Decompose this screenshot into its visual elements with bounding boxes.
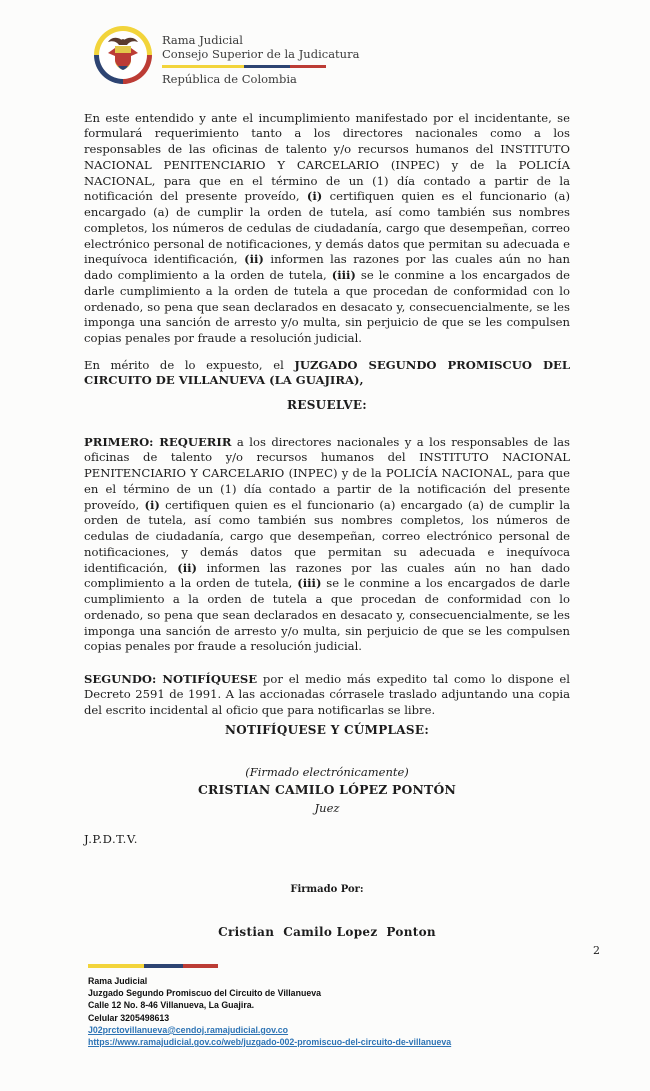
flag-blue-segment xyxy=(244,65,290,68)
footer-phone: Celular 3205498613 xyxy=(88,1012,170,1023)
coat-of-arms-inner xyxy=(99,31,147,79)
footer-court: Juzgado Segundo Promiscuo del Circuito de Villanueva xyxy=(88,988,321,999)
letterhead-flag-divider xyxy=(162,65,326,68)
heading-resuelve: RESUELVE: xyxy=(287,398,367,412)
flag-blue-segment xyxy=(144,964,183,968)
paragraph-considerations: En este entendido y ante el incumplimiento manifestado por el incidentante, se formulará requerimiento tanto a los directores nacionales como a los responsables de las oficinas de talento y/o recursos humanos del INSTITUTO NACIONAL PENITENCIARIO Y CARCELARIO (INPEC) y de la POLICÍA NACIONAL, para que en el término de un (1) día contado a partir de la notificación del presente proveído, (i) certifiquen quien es el funcionario (a) encargado (a) de cumplir la orden de tutela, así como también sus nombres completos, los números de cedulas de ciudadanía, cargo que desempeñan, correo electrónico personal de notificaciones, y demás datos que permitan su adecuada e inequívoca identificación, (ii) informen las razones por las cuales aún no han dado complimiento a la orden de tutela, (iii) se le conmine a los encargados de darle cumplimiento a la orden de tutela a que procedan de conformidad con lo ordenado, so pena que sean declarados en desacato y, consecuencialmente, se les imponga una sanción de arresto y/o multa, sin perjuicio de que se les compulsen copias penales por fraude a resolución judicial. xyxy=(84,110,570,346)
paragraph-primero: PRIMERO: REQUERIR a los directores nacionales y a los responsables de las oficinas de talento y/o recursos humanos del INSTITUTO NACIONAL PENITENCIARIO Y CARCELARIO (INPEC) y de la POLICÍA NACIONAL, para que en el término de un (1) día contado a partir de la notificación del presente proveído, (i) certifiquen quien es el funcionario (a) encargado (a) de cumplir la orden de tutela, así como también sus nombres completos, los números de cedulas de ciudadanía, cargo que desempeñan, correo electrónico personal de notificaciones, y demás datos que permitan su adecuada e inequívoca identificación, (ii) informen las razones por las cuales aún no han dado complimiento a la orden de tutela, (iii) se le conmine a los encargados de darle cumplimiento a la orden de tutela a que procedan de conformidad con lo ordenado, so pena que sean declarados en desacato y, consecuencialmente, se les imponga una sanción de arresto y/o multa, sin perjuicio de que se les compulsen copias penales por fraude a resolución judicial. xyxy=(84,434,570,654)
judge-name: CRISTIAN CAMILO LÓPEZ PONTÓN xyxy=(198,782,456,797)
esigned-note: (Firmado electrónicamente) xyxy=(245,765,409,779)
footer-website-link[interactable]: https://www.ramajudicial.gov.co/web/juzgado-002-promiscuo-del-circuito-de-villanueva xyxy=(88,1037,452,1048)
flag-yellow-segment xyxy=(162,65,244,68)
heading-cumplase: NOTIFÍQUESE Y CÚMPLASE: xyxy=(224,723,430,737)
page-number: 2 xyxy=(593,944,600,957)
coat-of-arms-icon xyxy=(94,26,152,84)
letterhead-org: Rama Judicial xyxy=(162,33,243,47)
footer-org: Rama Judicial xyxy=(88,976,148,986)
signed-by-name: Cristian Camilo Lopez Ponton xyxy=(218,925,436,939)
letterhead-country: República de Colombia xyxy=(162,71,297,86)
signature-block xyxy=(84,763,570,817)
paragraph-segundo: SEGUNDO: NOTIFÍQUESE por el medio más expedito tal como lo dispone el Decreto 2591 de 1991. A las accionadas córrasele traslado adjuntando una copia del escrito incidental al oficio que para notificarlas se libre. xyxy=(84,671,570,718)
judge-title: Juez xyxy=(314,801,340,815)
paragraph-merito: En mérito de lo expuesto, el JUZGADO SEGUNDO PROMISCUO DEL CIRCUITO DE VILLANUEVA (LA GUAJIRA), xyxy=(84,357,570,388)
letterhead-text xyxy=(162,26,359,86)
footer-email-link[interactable]: J02prctovillanueva@cendoj.ramajudicial.gov.co xyxy=(88,1024,289,1035)
letterhead-council: Consejo Superior de la Judicatura xyxy=(162,46,360,61)
footer xyxy=(88,964,451,1048)
signed-by-label: Firmado Por: xyxy=(290,884,364,895)
coat-of-arms-emblem xyxy=(106,35,140,75)
footer-address: Calle 12 No. 8-46 Villanueva, La Guajira. xyxy=(88,1000,255,1011)
flag-red-segment xyxy=(290,65,326,68)
flag-red-segment xyxy=(183,964,218,968)
footer-flag-divider xyxy=(88,964,218,968)
flag-yellow-segment xyxy=(88,964,144,968)
clerk-initials: J.P.D.T.V. xyxy=(84,832,138,846)
letterhead xyxy=(94,26,359,86)
